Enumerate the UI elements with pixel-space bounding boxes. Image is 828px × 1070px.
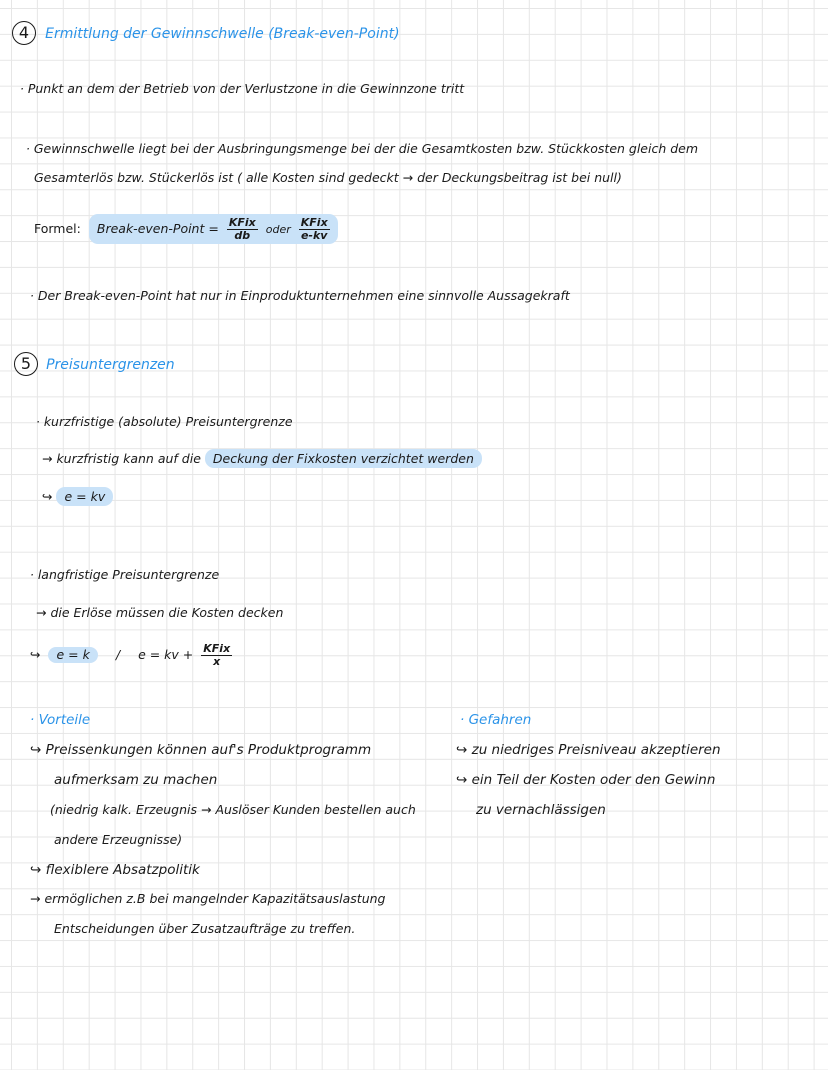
fraction-denominator: db — [234, 228, 251, 242]
fraction-numerator: KFix — [300, 216, 328, 229]
gefahren-item-2-line-1: ↪ ein Teil der Kosten oder den Gewinn — [456, 772, 716, 788]
vorteile-item-3-line-1: → ermöglichen z.B bei mangelnder Kapazitätsauslastung — [30, 891, 386, 906]
long-term-arrow-line: → die Erlöse müssen die Kosten decken — [36, 605, 284, 620]
fraction-kfix-x — [201, 643, 232, 667]
short-term-formula — [42, 491, 113, 504]
break-even-formula — [34, 214, 338, 244]
formula-separator: / — [115, 646, 121, 662]
short-term-highlight: Deckung der Fixkosten verzichtet werden — [205, 449, 482, 468]
bullet: · — [20, 82, 24, 96]
short-term-arrow-line — [42, 453, 482, 466]
fraction-denominator: e-kv — [300, 228, 328, 242]
vorteile-item-3-line-2: Entscheidungen über Zusatzaufträge zu treffen. — [54, 921, 356, 936]
bullet: · — [30, 289, 34, 303]
long-term-title-text: langfristige Preisuntergrenze — [37, 567, 220, 582]
paragraph-3-text: Der Break-even-Point hat nur in Einproduktunternehmen eine sinnvolle Aussagekraft — [37, 288, 570, 303]
short-term-title-text: kurzfristige (absolute) Preisuntergrenze — [43, 414, 293, 429]
formula-highlight — [89, 214, 338, 244]
vorteile-item-1-line-3: (niedrig kalk. Erzeugnis → Auslöser Kunden bestellen auch — [50, 802, 416, 817]
long-term-formula-2-lhs: e = kv + — [138, 646, 194, 662]
vorteile-heading: · Vorteile — [30, 712, 91, 728]
bullet: · — [30, 568, 34, 582]
fraction-kfix-db — [227, 217, 258, 241]
long-term-formula — [30, 643, 232, 667]
bullet: · — [26, 142, 30, 156]
fraction-kfix-e-kv — [299, 217, 330, 241]
vorteile-item-1-line-1: ↪ Preissenkungen können auf's Produktprogramm — [30, 742, 372, 758]
bullet: · — [36, 415, 40, 429]
paragraph-1-text: Punkt an dem der Betrieb von der Verlustzone in die Gewinnzone tritt — [27, 81, 465, 96]
section-5-title: Preisuntergrenzen — [46, 356, 175, 373]
gefahren-item-2-line-2: zu vernachlässigen — [476, 802, 606, 818]
fraction-numerator: KFix — [228, 216, 256, 229]
fraction-numerator: KFix — [203, 642, 231, 655]
paragraph-2-line-2: Gesamterlös bzw. Stückerlös ist ( alle Kosten sind gedeckt → der Deckungsbeitrag ist bei null) — [34, 170, 622, 185]
hook-arrow-icon: ↪ — [30, 646, 41, 662]
long-term-formula-highlight: e = k — [48, 647, 97, 664]
vorteile-item-2: ↪ flexiblere Absatzpolitik — [30, 862, 200, 878]
short-term-formula-highlight: e = kv — [56, 487, 113, 506]
formula-label: Formel: — [34, 220, 81, 236]
section-4-number: 4 — [12, 21, 36, 45]
paragraph-3 — [30, 290, 570, 303]
short-term-title — [36, 416, 293, 429]
section-4-title: Ermittlung der Gewinnschwelle (Break-even-Point) — [45, 25, 400, 42]
formula-or: oder — [265, 222, 291, 236]
fraction-denominator: x — [213, 654, 221, 668]
gefahren-item-1: ↪ zu niedriges Preisniveau akzeptieren — [456, 742, 721, 758]
long-term-title — [30, 569, 219, 582]
section-5-heading — [14, 352, 175, 376]
vorteile-item-1-line-4: andere Erzeugnisse) — [54, 832, 183, 847]
short-term-arrow-text: → kurzfristig kann auf die — [42, 451, 201, 466]
vorteile-item-1-line-2: aufmerksam zu machen — [54, 772, 218, 788]
gefahren-heading: · Gefahren — [460, 712, 532, 728]
section-4-heading — [12, 21, 400, 45]
section-5-number: 5 — [14, 352, 38, 376]
hook-arrow-icon: ↪ — [42, 489, 53, 504]
paragraph-2-line-1 — [26, 143, 698, 156]
formula-lhs: Break-even-Point = — [96, 220, 219, 236]
paragraph-2-line-1-text: Gewinnschwelle liegt bei der Ausbringungsmenge bei der die Gesamtkosten bzw. Stückkosten gleich dem — [33, 141, 699, 156]
paragraph-1 — [20, 83, 464, 96]
